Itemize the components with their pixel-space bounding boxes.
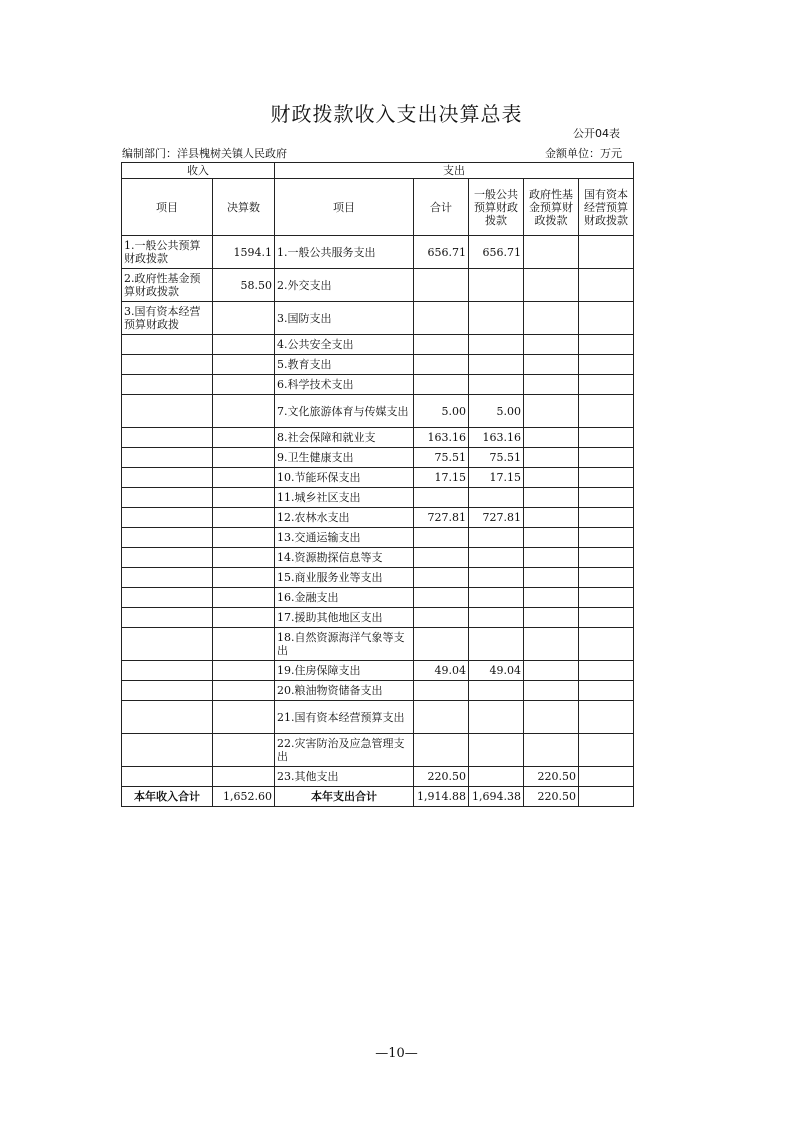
income-amount-cell: [213, 548, 275, 568]
table-row: [122, 468, 634, 488]
general-budget-cell: [469, 488, 524, 508]
state-capital-cell: [579, 428, 634, 448]
income-item-cell: [122, 448, 213, 468]
expense-item-cell: 21.国有资本经营预算支出: [275, 701, 414, 734]
fund-budget-cell: [524, 375, 579, 395]
general-budget-cell: [469, 375, 524, 395]
total-cell: [414, 375, 469, 395]
state-capital-cell: [579, 236, 634, 269]
expense-item-cell: 5.教育支出: [275, 355, 414, 375]
state-capital-cell: [579, 468, 634, 488]
income-item-cell: [122, 395, 213, 428]
general-budget-cell: 5.00: [469, 395, 524, 428]
total-cell: [414, 588, 469, 608]
expense-item-cell: 18.自然资源海洋气象等支出: [275, 628, 414, 661]
income-amount-cell: [213, 355, 275, 375]
table-row: [122, 448, 634, 468]
fund-budget-cell: [524, 236, 579, 269]
state-capital-cell: [579, 568, 634, 588]
income-amount-cell: [213, 608, 275, 628]
organization: 编制部门：洋县槐树关镇人民政府: [122, 147, 287, 160]
income-item-cell: [122, 628, 213, 661]
expense-item-cell: 6.科学技术支出: [275, 375, 414, 395]
income-item-cell: 2.政府性基金预算财政拨款: [122, 269, 213, 302]
total-cell: [414, 528, 469, 548]
income-amount-header: 决算数: [213, 179, 275, 236]
general-budget-cell: [469, 608, 524, 628]
fund-budget-cell: [524, 528, 579, 548]
general-budget-cell: 17.15: [469, 468, 524, 488]
expense-item-cell: 16.金融支出: [275, 588, 414, 608]
general-budget-header: 一般公共预算财政拨款: [469, 179, 524, 236]
general-budget-cell: [469, 302, 524, 335]
fund-budget-cell: [524, 681, 579, 701]
total-cell: 220.50: [414, 767, 469, 787]
table-row: [122, 269, 634, 302]
income-amount-cell: [213, 701, 275, 734]
state-capital-cell: [579, 302, 634, 335]
income-amount-cell: 58.50: [213, 269, 275, 302]
fund-budget-cell: [524, 628, 579, 661]
general-budget-cell: [469, 588, 524, 608]
fund-budget-cell: [524, 661, 579, 681]
table-row: [122, 588, 634, 608]
income-amount-cell: [213, 335, 275, 355]
fund-budget-cell: [524, 734, 579, 767]
general-budget-cell: [469, 528, 524, 548]
income-amount-cell: [213, 661, 275, 681]
expense-total-amount: 1,914.88: [414, 787, 469, 807]
total-cell: [414, 701, 469, 734]
state-capital-cell: [579, 448, 634, 468]
expense-item-cell: 14.资源勘探信息等支: [275, 548, 414, 568]
general-budget-cell: 656.71: [469, 236, 524, 269]
income-item-cell: [122, 588, 213, 608]
income-item-cell: 1.一般公共预算财政拨款: [122, 236, 213, 269]
total-cell: 5.00: [414, 395, 469, 428]
fund-budget-cell: [524, 568, 579, 588]
income-amount-cell: [213, 428, 275, 448]
general-budget-cell: [469, 568, 524, 588]
table-row: [122, 375, 634, 395]
general-budget-cell: 49.04: [469, 661, 524, 681]
total-cell: [414, 269, 469, 302]
income-item-header: 项目: [122, 179, 213, 236]
general-budget-cell: 163.16: [469, 428, 524, 448]
income-amount-cell: 1594.1: [213, 236, 275, 269]
total-cell: 727.81: [414, 508, 469, 528]
table-row: [122, 568, 634, 588]
table-row: [122, 236, 634, 269]
table-row: [122, 661, 634, 681]
income-amount-cell: [213, 568, 275, 588]
expense-header: 支出: [275, 163, 634, 179]
general-budget-cell: 727.81: [469, 508, 524, 528]
state-total-amount: [579, 787, 634, 807]
table-row: [122, 428, 634, 448]
income-amount-cell: [213, 448, 275, 468]
general-total-amount: 1,694.38: [469, 787, 524, 807]
income-item-cell: [122, 608, 213, 628]
expense-item-cell: 1.一般公共服务支出: [275, 236, 414, 269]
table-row: [122, 355, 634, 375]
expense-item-cell: 7.文化旅游体育与传媒支出: [275, 395, 414, 428]
total-cell: [414, 488, 469, 508]
income-amount-cell: [213, 468, 275, 488]
general-budget-cell: [469, 355, 524, 375]
general-budget-cell: [469, 628, 524, 661]
income-amount-cell: [213, 395, 275, 428]
expense-item-header: 项目: [275, 179, 414, 236]
income-item-cell: [122, 548, 213, 568]
general-budget-cell: [469, 734, 524, 767]
expense-item-cell: 20.粮油物资储备支出: [275, 681, 414, 701]
income-item-cell: 3.国有资本经营预算财政拨: [122, 302, 213, 335]
expense-item-cell: 15.商业服务业等支出: [275, 568, 414, 588]
state-capital-cell: [579, 548, 634, 568]
total-cell: [414, 568, 469, 588]
general-budget-cell: [469, 548, 524, 568]
fund-budget-cell: [524, 508, 579, 528]
state-capital-cell: [579, 269, 634, 302]
income-item-cell: [122, 468, 213, 488]
income-item-cell: [122, 508, 213, 528]
state-capital-cell: [579, 701, 634, 734]
income-item-cell: [122, 568, 213, 588]
income-item-cell: [122, 528, 213, 548]
expense-item-cell: 3.国防支出: [275, 302, 414, 335]
income-amount-cell: [213, 767, 275, 787]
total-cell: [414, 734, 469, 767]
income-item-cell: [122, 428, 213, 448]
expense-item-cell: 23.其他支出: [275, 767, 414, 787]
income-amount-cell: [213, 681, 275, 701]
fund-total-amount: 220.50: [524, 787, 579, 807]
table-row: [122, 628, 634, 661]
total-cell: [414, 355, 469, 375]
fund-budget-cell: 220.50: [524, 767, 579, 787]
general-budget-cell: [469, 701, 524, 734]
income-item-cell: [122, 488, 213, 508]
income-total-label: 本年收入合计: [122, 787, 213, 807]
state-capital-cell: [579, 734, 634, 767]
income-amount-cell: [213, 628, 275, 661]
income-amount-cell: [213, 488, 275, 508]
total-cell: [414, 548, 469, 568]
state-capital-cell: [579, 608, 634, 628]
table-row: [122, 608, 634, 628]
income-item-cell: [122, 335, 213, 355]
state-capital-cell: [579, 681, 634, 701]
table-row: [122, 335, 634, 355]
fund-budget-cell: [524, 428, 579, 448]
state-capital-cell: [579, 375, 634, 395]
expense-item-cell: 12.农林水支出: [275, 508, 414, 528]
state-capital-cell: [579, 355, 634, 375]
table-row: [122, 508, 634, 528]
table-row: [122, 528, 634, 548]
fund-budget-cell: [524, 468, 579, 488]
income-amount-cell: [213, 734, 275, 767]
total-cell: 75.51: [414, 448, 469, 468]
expense-item-cell: 9.卫生健康支出: [275, 448, 414, 468]
income-item-cell: [122, 375, 213, 395]
total-cell: [414, 335, 469, 355]
general-budget-cell: [469, 269, 524, 302]
fund-budget-cell: [524, 355, 579, 375]
expense-item-cell: 22.灾害防治及应急管理支出: [275, 734, 414, 767]
total-cell: [414, 302, 469, 335]
state-capital-header: 国有资本经营预算财政拨款: [579, 179, 634, 236]
total-cell: 49.04: [414, 661, 469, 681]
income-total-amount: 1,652.60: [213, 787, 275, 807]
expense-item-cell: 4.公共安全支出: [275, 335, 414, 355]
fund-budget-cell: [524, 448, 579, 468]
income-item-cell: [122, 661, 213, 681]
total-cell: 656.71: [414, 236, 469, 269]
income-amount-cell: [213, 375, 275, 395]
table-row: [122, 681, 634, 701]
expense-item-cell: 19.住房保障支出: [275, 661, 414, 681]
general-budget-cell: [469, 335, 524, 355]
state-capital-cell: [579, 528, 634, 548]
income-item-cell: [122, 355, 213, 375]
state-capital-cell: [579, 661, 634, 681]
state-capital-cell: [579, 508, 634, 528]
general-budget-cell: 75.51: [469, 448, 524, 468]
state-capital-cell: [579, 767, 634, 787]
total-header: 合计: [414, 179, 469, 236]
expense-item-cell: 2.外交支出: [275, 269, 414, 302]
state-capital-cell: [579, 628, 634, 661]
state-capital-cell: [579, 395, 634, 428]
expense-item-cell: 10.节能环保支出: [275, 468, 414, 488]
table-row: [122, 767, 634, 787]
total-cell: [414, 608, 469, 628]
expense-item-cell: 13.交通运输支出: [275, 528, 414, 548]
table-row: [122, 488, 634, 508]
income-amount-cell: [213, 588, 275, 608]
fund-budget-cell: [524, 488, 579, 508]
page-number: —10—: [375, 1046, 418, 1061]
state-capital-cell: [579, 588, 634, 608]
amount-unit: 金额单位：万元: [545, 147, 622, 160]
income-item-cell: [122, 701, 213, 734]
budget-table: [121, 162, 634, 807]
income-header: 收入: [122, 163, 275, 179]
table-row: [122, 548, 634, 568]
income-item-cell: [122, 767, 213, 787]
header-row-group: [122, 163, 634, 179]
income-amount-cell: [213, 508, 275, 528]
fund-budget-cell: [524, 608, 579, 628]
income-item-cell: [122, 734, 213, 767]
expense-total-label: 本年支出合计: [275, 787, 414, 807]
fund-budget-cell: [524, 269, 579, 302]
state-capital-cell: [579, 488, 634, 508]
expense-item-cell: 17.援助其他地区支出: [275, 608, 414, 628]
table-row: [122, 302, 634, 335]
fund-budget-cell: [524, 302, 579, 335]
income-amount-cell: [213, 302, 275, 335]
fund-budget-cell: [524, 588, 579, 608]
income-amount-cell: [213, 528, 275, 548]
page-title: 财政拨款收入支出决算总表: [270, 102, 523, 126]
total-cell: 163.16: [414, 428, 469, 448]
general-budget-cell: [469, 681, 524, 701]
fund-budget-cell: [524, 548, 579, 568]
table-row: [122, 701, 634, 734]
expense-item-cell: 11.城乡社区支出: [275, 488, 414, 508]
fund-budget-cell: [524, 335, 579, 355]
form-number: 公开04表: [573, 127, 620, 140]
table-row: [122, 734, 634, 767]
header-row-columns: [122, 179, 634, 236]
state-capital-cell: [579, 335, 634, 355]
fund-budget-header: 政府性基金预算财政拨款: [524, 179, 579, 236]
total-cell: 17.15: [414, 468, 469, 488]
general-budget-cell: [469, 767, 524, 787]
table-row: [122, 395, 634, 428]
fund-budget-cell: [524, 701, 579, 734]
total-cell: [414, 681, 469, 701]
expense-item-cell: 8.社会保障和就业支: [275, 428, 414, 448]
income-item-cell: [122, 681, 213, 701]
fund-budget-cell: [524, 395, 579, 428]
total-cell: [414, 628, 469, 661]
totals-row: [122, 787, 634, 807]
